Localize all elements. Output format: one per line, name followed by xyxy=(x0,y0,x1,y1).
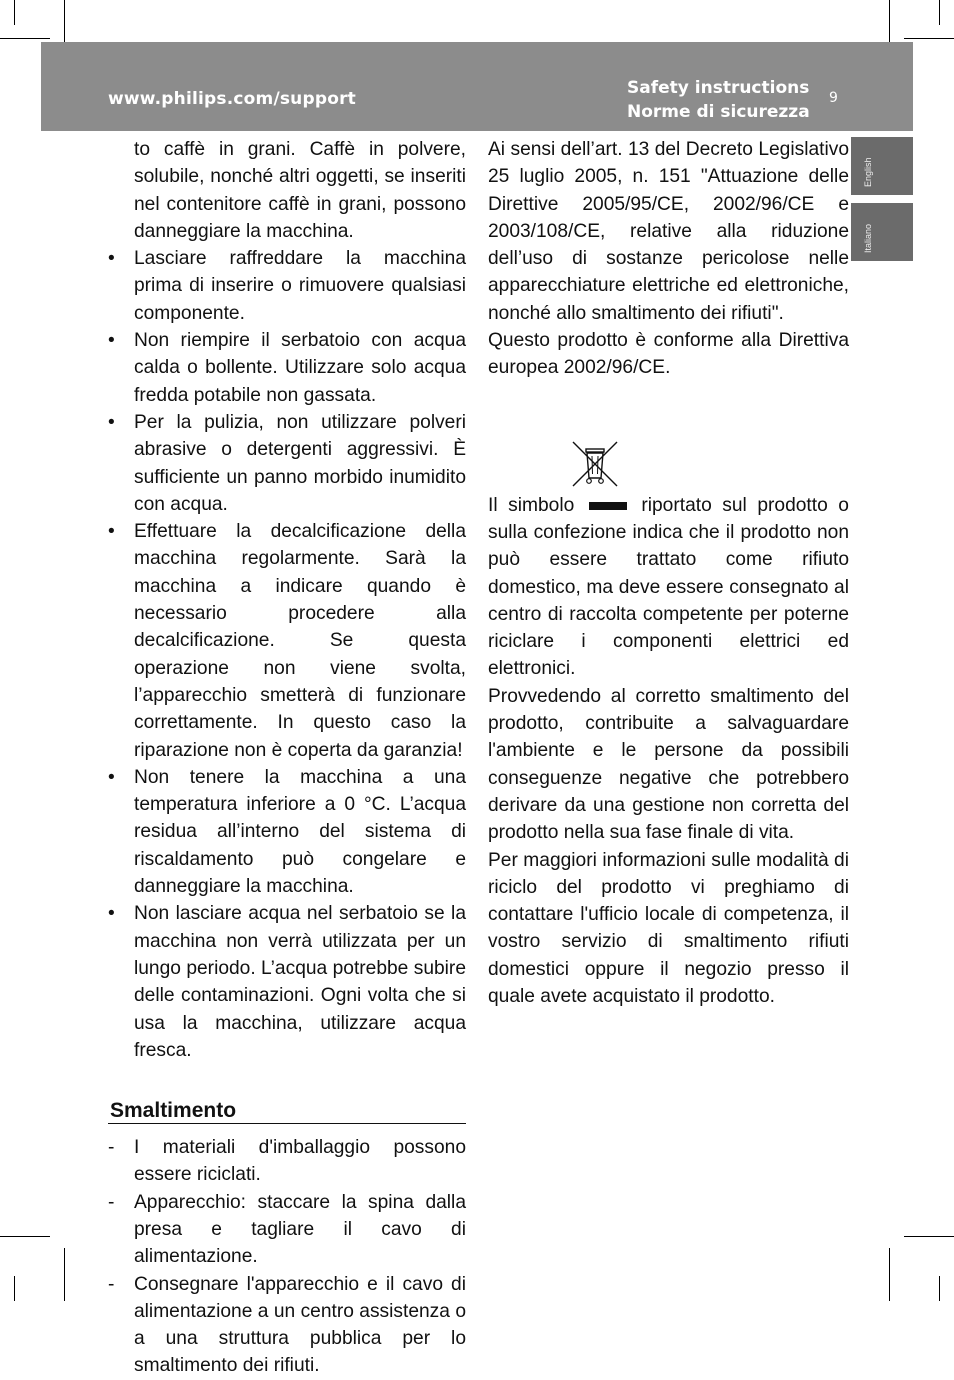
tab-italiano[interactable] xyxy=(851,203,913,261)
crop-mark xyxy=(0,38,50,39)
tab-english[interactable] xyxy=(851,137,913,195)
dash-marker: - xyxy=(108,1273,115,1295)
page-number: 9 xyxy=(829,90,838,106)
header-title-line2: Norme di sicurezza xyxy=(627,102,810,122)
list-item: • Effettuare la decalcificazione della macchina regolarmente. Sarà la macchina a indicare quando è necessario procedere alla decalcificazione. Se questa operazione non viene svolta, l’apparecchio smetterà di funzionare correttamente. In questo caso la riparazione non è coperta da garanzia! xyxy=(108,518,466,764)
paragraph-more-info: Per maggiori informazioni sulle modalità di riciclo del prodotto vi preghiamo di contattare l'ufficio locale di competenza, il vostro servizio di smaltimento rifiuti domestici oppure il negozio presso il quale avete acquistato il prodotto. xyxy=(488,849,849,1008)
bullet-marker: • xyxy=(108,766,115,788)
list-item: • Non tenere la macchina a una temperatura inferiore a 0 °C. L’acqua residua all’interno del sistema di riscaldamento può congelare e danneggiare la macchina. xyxy=(108,764,466,900)
support-url[interactable]: www.philips.com/support xyxy=(108,89,357,109)
paragraph-symbol: Il simbolo riportato sul prodotto o sulla confezione indica che il prodotto non può essere trattato come rifiuto domestico, ma deve essere consegnato al centro di raccolta competente per poterne riciclare i componenti elettrici ed elettronici. xyxy=(488,494,849,680)
spacer xyxy=(488,382,849,434)
crop-mark xyxy=(904,38,954,39)
bullet-marker: • xyxy=(108,248,115,270)
right-column xyxy=(488,136,849,1010)
dash-marker: - xyxy=(108,1137,115,1159)
crossed-out-wheelie-bin-icon xyxy=(571,440,619,488)
continuation-text: to caffè in grani. Caffè in polvere, solubile, nonché altri oggetti, se inseriti nel contenitore caffè in grani, possono danneggiare la macchina. xyxy=(134,139,466,242)
list-item: • Non lasciare acqua nel serbatoio se la macchina non verrà utilizzata per un lungo periodo. L’acqua potrebbe subire delle contaminazioni. Ogni volta che si usa la macchina, utilizzare acqua fresca. xyxy=(108,900,466,1064)
bullet-marker: • xyxy=(108,903,115,925)
bullet-marker: • xyxy=(108,521,115,543)
list-item: - Consegnare l'apparecchio e il cavo di alimentazione a un centro assistenza o a una struttura pubblica per lo smaltimento dei rifiuti. xyxy=(108,1271,466,1380)
paragraph-disposal: Provvedendo al corretto smaltimento del prodotto, contribuite a salvaguardare l'ambiente e le persone da possibili conseguenze negative che potrebbero derivare da una gestione non corretta del prodotto nella sua fase finale di vita. xyxy=(488,685,849,844)
tab-english-label: English xyxy=(863,157,873,187)
black-bar-icon xyxy=(589,502,627,510)
crop-mark xyxy=(889,1248,890,1301)
list-item: - Apparecchio: staccare la spina dalla presa e tagliare il cavo di alimentazione. xyxy=(108,1189,466,1271)
paragraph-conformity: Questo prodotto è conforme alla Direttiva europea 2002/96/CE. xyxy=(488,330,849,379)
header-title-line1: Safety instructions xyxy=(627,78,810,98)
list-item: • Non riempire il serbatoio con acqua calda o bollente. Utilizzare solo acqua fredda potabile non gassata. xyxy=(108,327,466,409)
crop-mark xyxy=(14,1276,15,1301)
bullet-marker: • xyxy=(108,411,115,433)
list-item: - I materiali d'imballaggio possono essere riciclati. xyxy=(108,1134,466,1189)
crop-mark xyxy=(939,0,940,25)
crop-mark xyxy=(0,1236,50,1237)
bullet-marker: • xyxy=(108,330,115,352)
crop-mark xyxy=(14,0,15,25)
symbol-row xyxy=(488,434,849,492)
list-item: • Lasciare raffreddare la macchina prima di inserire o rimuovere qualsiasi componente. xyxy=(108,245,466,327)
dash-marker: - xyxy=(108,1191,115,1213)
crop-mark xyxy=(939,1276,940,1301)
header-band xyxy=(41,42,913,131)
crop-mark xyxy=(64,1248,65,1301)
tab-italiano-label: Italiano xyxy=(863,223,873,253)
list-item: • Per la pulizia, non utilizzare polveri abrasive o detergenti aggressivi. È sufficiente un panno morbido inumidito con acqua. xyxy=(108,409,466,518)
crop-mark xyxy=(904,1236,954,1237)
header-title xyxy=(627,76,810,124)
section-heading-smaltimento: Smaltimento xyxy=(108,1097,466,1124)
left-column xyxy=(108,136,466,1380)
paragraph-legislation: Ai sensi dell’art. 13 del Decreto Legislativo 25 luglio 2005, n. 151 "Attuazione delle Direttive 2005/95/CE, 2002/96/CE e 2003/108/CE, relative alla riduzione dell’uso di sostanze pericolose nelle apparecchiature elettriche ed elettroniche, nonché allo smaltimento dei rifiuti". xyxy=(488,139,849,324)
